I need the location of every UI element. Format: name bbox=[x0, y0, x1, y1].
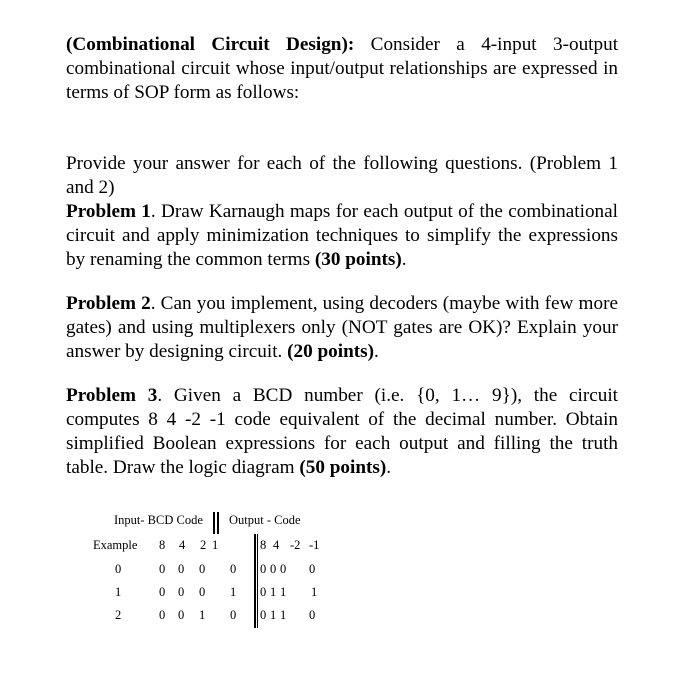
intro-text: Consider a 4-input 3-output combinational circuit whose input/output relationships are expressed in terms of SOP form as follows: bbox=[66, 34, 619, 103]
table-row-0-in-1: 0 bbox=[230, 562, 237, 576]
intro-title: (Combinational Circuit Design): bbox=[66, 34, 355, 55]
problem2-text: . Can you implement, using decoders (maybe with few more gates) and using multiplexers only (NOT gates are OK)? Explain your answer by designing circuit. bbox=[66, 293, 618, 362]
table-row-2-in-1: 0 bbox=[230, 608, 237, 622]
input-col-2: 2 bbox=[200, 538, 207, 552]
instructions-paragraph: Provide your answer for each of the following questions. (Problem 1 and 2) bbox=[66, 153, 618, 198]
problem2-label: Problem 2 bbox=[66, 293, 151, 314]
problem3-label: Problem 3 bbox=[66, 385, 158, 406]
example-label: Example bbox=[93, 538, 138, 552]
output-header: Output - Code bbox=[229, 513, 301, 527]
table-row-2-example: 2 bbox=[115, 608, 122, 622]
table-row-0-out-8: 0 bbox=[260, 562, 267, 576]
table-row-1-in-1: 1 bbox=[230, 585, 237, 599]
table-row-0-in-4: 0 bbox=[178, 562, 185, 576]
problem1-points: (30 points) bbox=[314, 249, 402, 270]
input-col-1: 1 bbox=[212, 538, 219, 552]
table-row-1-out-8: 0 bbox=[260, 585, 267, 599]
problem2-paragraph bbox=[66, 292, 618, 364]
input-col-8: 8 bbox=[159, 538, 166, 552]
table-row-1-out-m2: 1 bbox=[280, 585, 287, 599]
problem1-paragraph bbox=[66, 200, 618, 272]
problem3-points: (50 points) bbox=[299, 457, 387, 478]
table-divider-left bbox=[254, 534, 256, 628]
output-col-4: 4 bbox=[273, 538, 280, 552]
table-row-2-out-8: 0 bbox=[260, 608, 267, 622]
table-row-1-in-4: 0 bbox=[178, 585, 185, 599]
header-divider-left bbox=[213, 512, 215, 534]
intro-paragraph bbox=[66, 33, 618, 105]
output-col-m2: -2 bbox=[290, 538, 301, 552]
header-divider-right bbox=[217, 512, 219, 534]
problem2-end: . bbox=[374, 341, 379, 362]
table-row-0-in-8: 0 bbox=[159, 562, 166, 576]
problem3-text: . Given a BCD number (i.e. {0, 1… 9}), the circuit computes 8 4 -2 -1 code equivalent of the decimal number. Obtain simplified Boolean expressions for each output and filling the truth table. Draw the logic diagram bbox=[66, 385, 618, 478]
table-row-2-in-8: 0 bbox=[159, 608, 166, 622]
table-row-0-out-m1: 0 bbox=[309, 562, 316, 576]
table-row-0-in-2: 0 bbox=[199, 562, 206, 576]
table-row-0-example: 0 bbox=[115, 562, 122, 576]
table-row-0-out-m2: 0 bbox=[280, 562, 287, 576]
table-row-0-out-4: 0 bbox=[270, 562, 277, 576]
output-col-m1: -1 bbox=[309, 538, 320, 552]
problem2-points: (20 points) bbox=[287, 341, 375, 362]
table-row-1-in-8: 0 bbox=[159, 585, 166, 599]
table-divider-right bbox=[257, 534, 258, 628]
table-row-2-out-4: 1 bbox=[270, 608, 277, 622]
problem3-paragraph bbox=[66, 384, 618, 480]
table-row-1-out-4: 1 bbox=[270, 585, 277, 599]
table-row-2-in-4: 0 bbox=[178, 608, 185, 622]
table-row-1-in-2: 0 bbox=[199, 585, 206, 599]
table-row-2-in-2: 1 bbox=[199, 608, 206, 622]
problem3-end: . bbox=[386, 457, 392, 478]
document bbox=[66, 33, 618, 480]
table-row-2-out-m1: 0 bbox=[309, 608, 316, 622]
truth-table bbox=[90, 510, 350, 630]
problem1-label: Problem 1 bbox=[66, 201, 151, 222]
problem1-end: . bbox=[401, 249, 407, 270]
table-row-2-out-m2: 1 bbox=[280, 608, 287, 622]
table-row-1-out-m1: 1 bbox=[311, 585, 318, 599]
input-header: Input- BCD Code bbox=[114, 513, 203, 527]
output-col-8: 8 bbox=[260, 538, 267, 552]
input-col-4: 4 bbox=[179, 538, 186, 552]
table-row-1-example: 1 bbox=[115, 585, 122, 599]
problem1-text: . Draw Karnaugh maps for each output of the combinational circuit and apply minimization techniques to simplify the expressions by renaming the common terms bbox=[66, 201, 618, 270]
